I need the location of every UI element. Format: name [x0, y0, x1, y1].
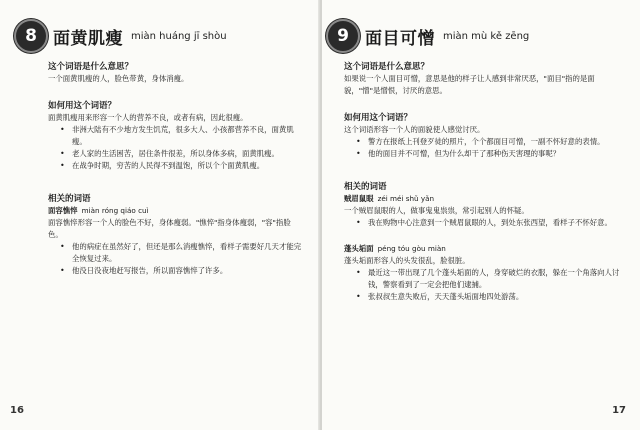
- related-phrase: [344, 193, 624, 205]
- example-item: • 他的病症在虽然好了，但还是那么消瘦憔悴，看样子需要好几天才能完全恢复过来。: [48, 241, 304, 265]
- example-item: • 在战争时期，穷苦的人民得不到温饱，所以个个面黄肌瘦。: [48, 160, 304, 172]
- related-phrase-pinyin: péng tóu gòu miàn: [377, 244, 446, 253]
- usage-text: 这个词语形容一个人的面貌使人感觉讨厌。: [344, 125, 485, 134]
- meaning-text: 一个面黄肌瘦的人，脸色带黄，身体消瘦。: [48, 74, 189, 83]
- entry-title-row: [326, 16, 529, 56]
- related-phrase-title: 蓬头垢面: [344, 244, 374, 253]
- example-item: • 他的面目并不可憎，但为什么却干了那种伤天害理的事呢？: [344, 148, 624, 160]
- example-item: • 警方在报纸上刊登歹徒的照片，个个都面目可憎，一副不怀好意的表情。: [344, 136, 624, 148]
- example-list: [344, 136, 624, 160]
- entry-number-badge: 9: [326, 19, 360, 53]
- entry-pinyin: miàn mù kě zēng: [443, 30, 530, 42]
- entry-content: [48, 60, 304, 277]
- usage-heading: 如何用这个词语？: [344, 113, 413, 123]
- entry-number-badge: 8: [14, 19, 48, 53]
- example-item: • 我在购物中心注意到一个贼眉鼠眼的人，到处东张西望，看样子不怀好意。: [344, 217, 624, 229]
- usage-heading: 如何用这个词语？: [48, 101, 117, 111]
- entry-content: [344, 60, 624, 303]
- meaning-heading: 这个词语是什么意思？: [344, 62, 430, 72]
- usage-text: 面黄肌瘦用来形容一个人的营养不良，或者有病，因此很瘦。: [48, 113, 248, 122]
- example-item: • 老人家的生活困苦，居住条件很差，所以身体多病，面黄肌瘦。: [48, 148, 304, 160]
- related-heading: 相关的词语: [344, 182, 387, 192]
- meaning-heading: 这个词语是什么意思？: [48, 62, 134, 72]
- related-example-list: [344, 267, 624, 303]
- related-phrase-title: 面容憔悴: [48, 206, 78, 215]
- related-text: 面容憔悴形容一个人的脸色不好，身体瘦弱。"憔悴"指身体瘦弱，"容"指脸色。: [48, 218, 291, 239]
- right-page: [322, 0, 640, 430]
- example-item: • 最近这一带出现了几个蓬头垢面的人，身穿破烂的衣服，躲在一个角落向人讨钱，警察看到了一定会把他们逮捕。: [344, 267, 624, 291]
- related-phrase-pinyin: zéi méi shǔ yǎn: [377, 194, 435, 203]
- example-item: • 非洲大陆有不少地方发生饥荒，很多大人、小孩都营养不良，面黄肌瘦。: [48, 124, 304, 148]
- related-phrase: [344, 243, 624, 255]
- related-phrase-pinyin: miàn róng qiáo cuì: [81, 206, 149, 215]
- example-list: [48, 124, 304, 172]
- entry-pinyin: miàn huáng jī shòu: [131, 30, 227, 42]
- entry-title: 面黄肌瘦: [53, 28, 123, 49]
- example-item: • 张叔叔生意失败后，天天蓬头垢面地四处游荡。: [344, 291, 624, 303]
- related-heading: 相关的词语: [48, 194, 91, 204]
- related-example-list: [48, 241, 304, 277]
- related-phrase: [48, 205, 304, 217]
- entry-title-row: [14, 16, 227, 56]
- related-text: 蓬头垢面形容人的头发很乱，脸很脏。: [344, 256, 470, 265]
- related-example-list: [344, 217, 624, 229]
- meaning-text: 如果说一个人面目可憎，意思是他的样子让人感到非常厌恶，"面目"指的是面貌，"憎"是憎恨，讨厌的意思。: [344, 74, 595, 95]
- related-phrase-title: 贼眉鼠眼: [344, 194, 374, 203]
- entry-title: 面目可憎: [365, 28, 435, 49]
- page-number: 16: [10, 405, 24, 416]
- related-text: 一个贼眉鼠眼的人，做事鬼鬼祟祟，常引起别人的怀疑。: [344, 206, 529, 215]
- example-item: • 他没日没夜地赶写报告，所以面容憔悴了许多。: [48, 265, 304, 277]
- page-number: 17: [612, 405, 626, 416]
